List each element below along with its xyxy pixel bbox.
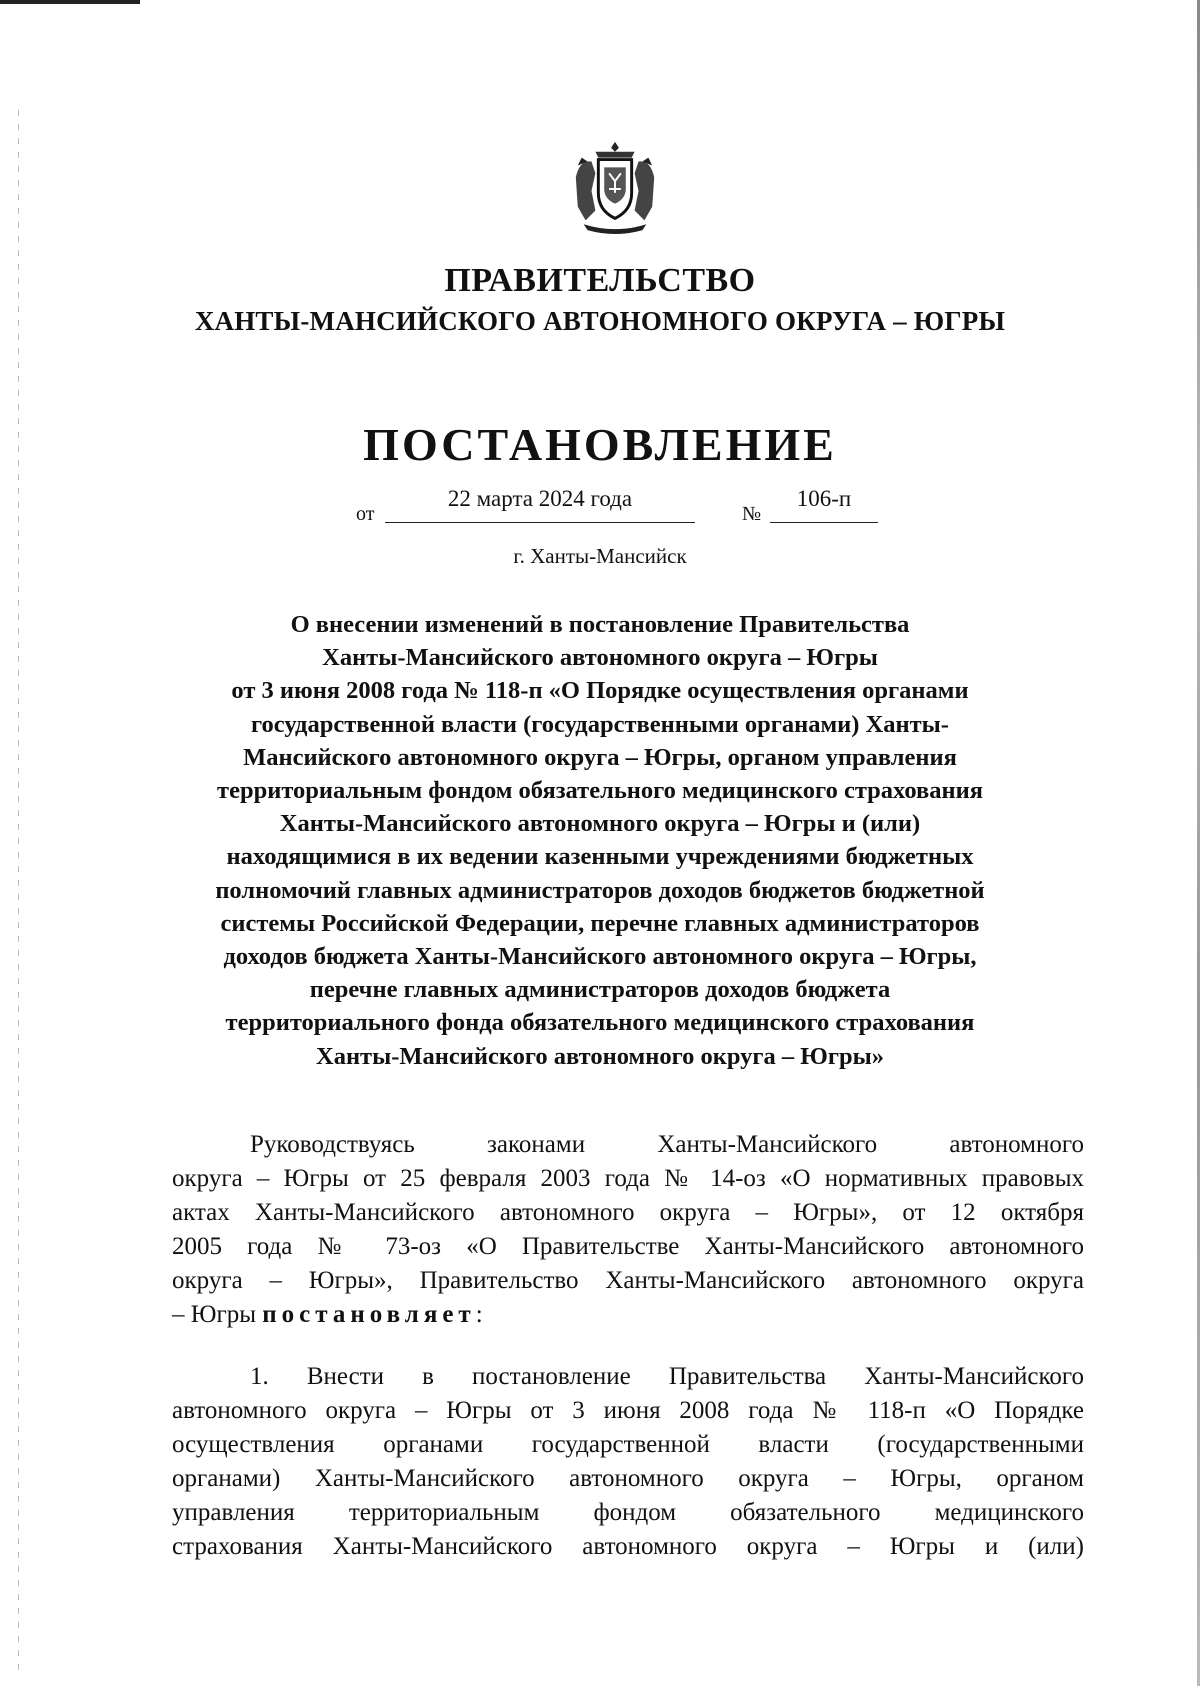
paragraph-line: актах Ханты-Мансийского автономного округа – Югры», от 12 октября — [172, 1199, 1084, 1226]
paragraph-line: округа – Югры от 25 февраля 2003 года № 14-оз «О нормативных правовых — [172, 1165, 1084, 1192]
title-line: находящимися в их ведении казенными учреждениями бюджетных — [226, 843, 974, 871]
organization-name: ПРАВИТЕЛЬСТВО — [444, 262, 756, 299]
date-underline — [385, 522, 695, 523]
clause-1-paragraph — [172, 1360, 1084, 1564]
document-date: 22 марта 2024 года — [447, 486, 633, 511]
scan-edge-left — [18, 110, 19, 1670]
paragraph-line: 1. Внести в постановление Правительства Ханты-Мансийского — [250, 1363, 1084, 1390]
paragraph-line-final — [172, 1298, 1084, 1332]
title-line: Ханты-Мансийского автономного округа – Югры — [322, 644, 878, 672]
coat-of-arms-icon — [566, 138, 664, 236]
title-line: Ханты-Мансийского автономного округа – Югры и (или) — [279, 810, 921, 838]
paragraph-line: управления территориальным фондом обязательного медицинского — [172, 1499, 1084, 1526]
title-line: доходов бюджета Ханты-Мансийского автономного округа – Югры, — [223, 943, 977, 971]
organization-region: ХАНТЫ-МАНСИЙСКОГО АВТОНОМНОГО ОКРУГА – ЮГРЫ — [194, 306, 1006, 336]
title-line: территориальным фондом обязательного медицинского страхования — [217, 777, 983, 805]
document-type: ПОСТАНОВЛЕНИЕ — [363, 419, 837, 470]
title-line: Ханты-Мансийского автономного округа – Югры» — [316, 1042, 884, 1070]
date-label: от — [356, 503, 375, 525]
scan-mark — [0, 0, 140, 4]
paragraph-line: осуществления органами государственной власти (государственными — [172, 1431, 1084, 1458]
title-line: полномочий главных администраторов доходов бюджетов бюджетной — [215, 876, 985, 904]
preamble-prefix: – Югры — [172, 1301, 263, 1328]
number-label: № — [742, 503, 762, 525]
title-line: системы Российской Федерации, перечне главных администраторов — [220, 909, 980, 937]
paragraph-line: Руководствуясь законами Ханты-Мансийского автономного — [250, 1131, 1084, 1158]
document-city: г. Ханты-Мансийск — [513, 544, 687, 568]
paragraph-line: страхования Ханты-Мансийского автономного округа – Югры и (или) — [172, 1533, 1084, 1560]
title-line: перечне главных администраторов доходов бюджета — [309, 976, 891, 1004]
title-line: территориального фонда обязательного медицинского страхования — [225, 1009, 975, 1037]
title-line: от 3 июня 2008 года № 118-п «О Порядке осуществления органами — [231, 677, 969, 705]
title-line: государственной власти (государственными органами) Ханты- — [251, 710, 949, 738]
number-underline — [770, 522, 878, 523]
title-line: Мансийского автономного округа – Югры, органом управления — [243, 743, 957, 771]
preamble-paragraph — [172, 1128, 1084, 1332]
title-line: О внесении изменений в постановление Правительства — [290, 611, 910, 638]
paragraph-line: органами) Ханты-Мансийского автономного округа – Югры, органом — [172, 1465, 1084, 1492]
paragraph-line: 2005 года № 73-оз «О Правительстве Ханты-Мансийского автономного — [172, 1233, 1084, 1260]
preamble-colon: : — [475, 1301, 483, 1328]
document-title — [150, 608, 1050, 1073]
resolution-keyword: постановляет — [262, 1301, 476, 1328]
paragraph-line: автономного округа – Югры от 3 июня 2008 года № 118-п «О Порядке — [172, 1397, 1084, 1424]
document-number: 106-п — [796, 486, 852, 511]
paragraph-line: округа – Югры», Правительство Ханты-Мансийского автономного округа — [172, 1267, 1084, 1294]
